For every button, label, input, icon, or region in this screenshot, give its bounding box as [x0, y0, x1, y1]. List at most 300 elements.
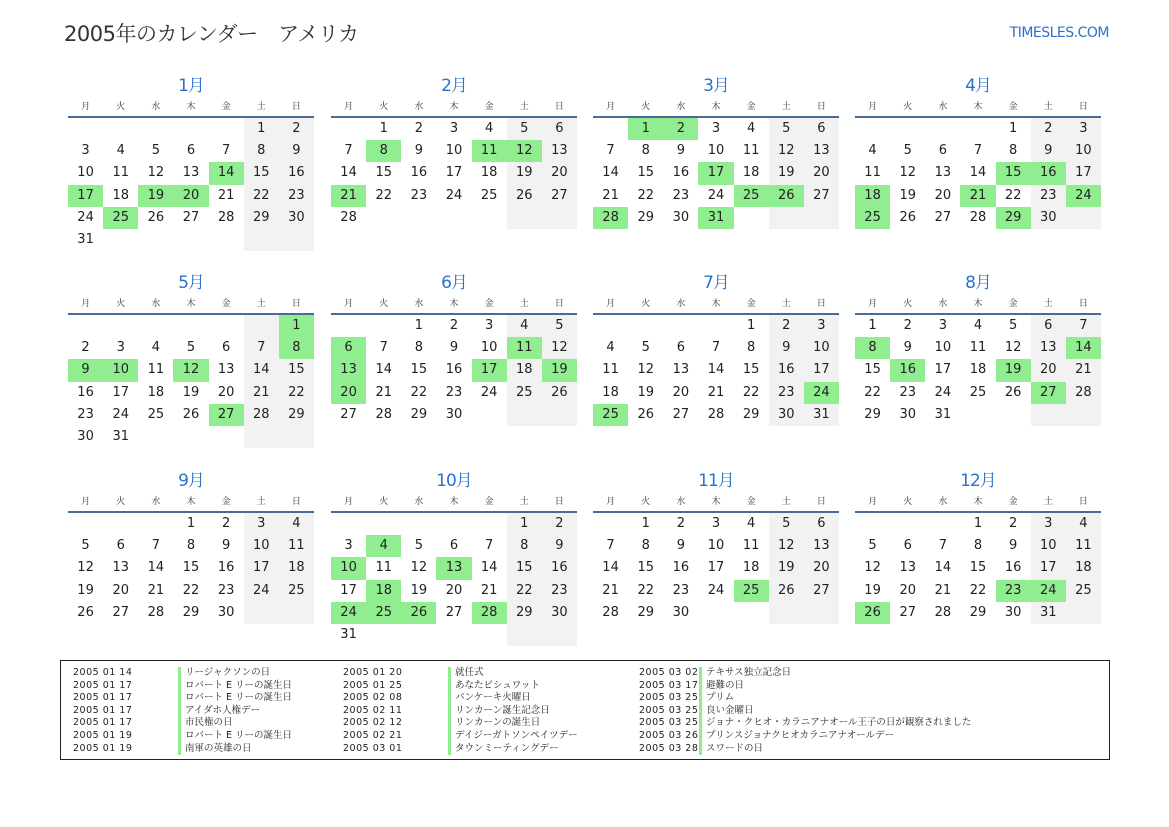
holiday-day-cell: 13 [436, 557, 471, 579]
empty-day-cell [960, 404, 995, 426]
weekday-label: 土 [1043, 497, 1053, 507]
empty-day-cell [401, 207, 436, 229]
empty-day-cell [173, 426, 208, 448]
day-cell: 23 [279, 185, 314, 207]
weekday-label: 水 [676, 102, 686, 112]
weekday-label: 月 [344, 497, 354, 507]
weekday-label: 金 [484, 102, 494, 112]
weekday-label: 水 [151, 299, 161, 309]
weekday-label: 水 [414, 299, 424, 309]
holiday-day-cell: 27 [1031, 382, 1066, 404]
weekday-label: 日 [1078, 299, 1088, 309]
day-cell: 14 [244, 359, 279, 381]
day-cell: 22 [1004, 187, 1022, 203]
weekday-label: 日 [1078, 497, 1088, 507]
weekday-label: 水 [414, 102, 424, 112]
empty-day-cell [103, 229, 138, 251]
day-cell: 21 [602, 582, 619, 598]
holiday-date: 2005 01 17 [73, 717, 133, 729]
day-cell: 11 [147, 362, 165, 378]
day-cell: 15 [742, 362, 760, 378]
day-cell: 9 [676, 143, 685, 159]
day-cell: 9 [1008, 538, 1018, 554]
day-cell: 31 [804, 404, 839, 426]
day-cell: 9 [449, 340, 459, 356]
day-cell: 15 [410, 362, 428, 378]
weekday-label: 金 [746, 497, 756, 507]
weekday-label: 月 [606, 102, 616, 112]
day-cell: 15 [637, 560, 654, 576]
day-cell: 28 [217, 209, 235, 225]
empty-day-cell [734, 207, 769, 229]
holiday-date: 2005 01 17 [73, 704, 133, 716]
day-cell: 14 [602, 560, 619, 576]
day-cell: 29 [410, 406, 428, 422]
empty-day-cell [68, 315, 103, 337]
holiday-day-cell: 25 [593, 404, 628, 426]
day-cell: 7 [484, 538, 494, 554]
weekday-label: 金 [1008, 299, 1018, 309]
empty-day-cell [628, 315, 663, 337]
day-cell: 17 [445, 165, 463, 181]
weekday-label: 水 [938, 497, 948, 507]
day-cell: 25 [1066, 580, 1101, 602]
day-cell: 17 [112, 384, 129, 400]
empty-day-cell [244, 426, 279, 448]
day-cell: 3 [1066, 118, 1101, 140]
weekday-header [855, 493, 1101, 513]
day-cell: 6 [903, 538, 912, 554]
weekday-label: 火 [116, 299, 126, 309]
day-cell: 11 [112, 165, 129, 181]
site-link[interactable]: TIMESLES.COM [1009, 25, 1109, 41]
day-cell: 21 [934, 582, 952, 598]
day-cell: 16 [1004, 560, 1022, 576]
day-cell: 14 [375, 362, 392, 378]
empty-day-cell [663, 315, 698, 337]
day-cell: 18 [742, 165, 760, 181]
weekday-label: 木 [711, 102, 721, 112]
day-cell: 30 [1004, 604, 1022, 620]
empty-day-cell [890, 513, 925, 535]
day-cell: 29 [742, 406, 760, 422]
weekday-label: 日 [1078, 102, 1088, 112]
empty-day-cell [209, 315, 244, 337]
empty-day-cell [138, 118, 173, 140]
day-cell: 11 [279, 535, 314, 557]
holiday-name: パンケーキ火曜日 [448, 692, 531, 705]
month-name: 9月 [178, 471, 204, 491]
day-cell: 5 [81, 538, 90, 554]
holiday-legend [60, 660, 1110, 760]
holiday-date: 2005 01 19 [73, 729, 133, 741]
holiday-day-cell: 15 [996, 162, 1031, 184]
empty-day-cell [138, 229, 173, 251]
holiday-day-cell: 17 [698, 162, 733, 184]
holiday-day-cell: 1 [628, 118, 663, 140]
holiday-day-cell: 25 [734, 580, 769, 602]
weekday-label: 火 [641, 102, 651, 112]
day-cell: 2 [676, 516, 685, 531]
weekday-label: 火 [379, 102, 389, 112]
day-cell: 25 [147, 406, 165, 422]
day-cell: 3 [484, 318, 494, 333]
day-cell: 22 [637, 582, 654, 598]
day-cell: 23 [217, 582, 235, 598]
weekday-label: 木 [449, 299, 459, 309]
weekday-label: 金 [1008, 102, 1018, 112]
weekday-label: 土 [1043, 102, 1053, 112]
holiday-date: 2005 02 21 [343, 729, 403, 741]
empty-day-cell [507, 207, 542, 229]
weekday-label: 日 [816, 102, 826, 112]
weekday-label: 月 [344, 102, 354, 112]
day-cell: 7 [151, 538, 160, 554]
day-cell: 16 [410, 165, 428, 181]
day-cell: 13 [804, 140, 839, 162]
day-cell: 12 [769, 535, 804, 557]
holiday-date: 2005 03 25 [639, 692, 699, 704]
holiday-day-cell: 24 [331, 602, 366, 624]
day-cell: 25 [969, 384, 987, 400]
weekday-label: 木 [711, 299, 721, 309]
holiday-day-cell: 16 [890, 359, 925, 381]
day-cell: 30 [217, 604, 235, 620]
empty-day-cell [173, 315, 208, 337]
day-cell: 3 [938, 318, 947, 333]
weekday-label: 木 [186, 497, 196, 507]
day-cell: 11 [742, 538, 760, 554]
month-10 [331, 469, 577, 646]
day-cell: 28 [934, 604, 952, 620]
holiday-day-cell: 28 [593, 207, 628, 229]
weekday-header [593, 493, 839, 513]
holiday-date: 2005 01 17 [73, 692, 133, 704]
weekday-label: 土 [256, 102, 266, 112]
holiday-day-cell: 8 [279, 337, 314, 359]
day-cell: 11 [1066, 535, 1101, 557]
day-grid [331, 513, 577, 646]
day-cell: 30 [77, 428, 94, 444]
holiday-day-cell: 25 [855, 207, 890, 229]
empty-day-cell [68, 118, 103, 140]
day-cell: 6 [804, 513, 839, 535]
day-cell: 8 [244, 140, 279, 162]
empty-day-cell [593, 315, 628, 337]
legend-column-3 [639, 667, 971, 755]
day-cell: 17 [1066, 162, 1101, 184]
empty-day-cell [769, 602, 804, 624]
holiday-day-cell: 19 [996, 359, 1031, 381]
day-cell: 6 [676, 340, 685, 356]
day-grid [855, 118, 1101, 229]
holiday-date: 2005 03 17 [639, 679, 699, 691]
day-cell: 19 [77, 582, 94, 598]
day-cell: 6 [938, 143, 947, 159]
day-cell: 4 [746, 121, 756, 136]
day-cell: 29 [507, 602, 542, 624]
day-cell: 13 [542, 140, 577, 162]
day-grid [331, 118, 577, 229]
day-cell: 9 [221, 538, 231, 554]
holiday-day-cell: 26 [401, 602, 436, 624]
weekday-label: 木 [186, 299, 196, 309]
empty-day-cell [593, 513, 628, 535]
day-cell: 14 [340, 165, 357, 181]
empty-day-cell [960, 118, 995, 140]
day-cell: 19 [182, 384, 200, 400]
day-cell: 2 [279, 118, 314, 140]
empty-day-cell [244, 315, 279, 337]
empty-day-cell [209, 118, 244, 140]
empty-day-cell [436, 207, 471, 229]
day-cell: 24 [480, 384, 498, 400]
day-cell: 8 [414, 340, 423, 356]
weekday-header [331, 98, 577, 118]
day-cell: 29 [969, 604, 987, 620]
day-cell: 13 [112, 560, 129, 576]
day-cell: 30 [1031, 207, 1066, 229]
day-cell: 21 [147, 582, 165, 598]
day-cell: 12 [864, 560, 881, 576]
day-cell: 6 [186, 143, 196, 159]
legend-column-1 [73, 667, 292, 755]
empty-day-cell [103, 315, 138, 337]
month-name: 3月 [703, 76, 729, 96]
day-cell: 28 [1066, 382, 1101, 404]
empty-day-cell [331, 315, 366, 337]
day-cell: 1 [244, 118, 279, 140]
weekday-label: 金 [221, 102, 231, 112]
holiday-date: 2005 03 25 [639, 717, 699, 729]
weekday-label: 木 [973, 299, 983, 309]
empty-day-cell [436, 513, 471, 535]
holiday-name: 就任式 [448, 667, 484, 680]
empty-day-cell [698, 315, 733, 337]
weekday-label: 火 [903, 299, 913, 309]
day-cell: 18 [480, 165, 498, 181]
month-name: 8月 [965, 273, 991, 293]
day-cell: 5 [542, 315, 577, 337]
holiday-name: 市民権の日 [178, 717, 233, 730]
day-cell: 15 [279, 359, 314, 381]
holiday-name: リンカーン誕生記念日 [448, 705, 550, 718]
day-cell: 12 [410, 560, 428, 576]
day-cell: 19 [864, 582, 881, 598]
day-cell: 20 [804, 162, 839, 184]
holiday-name: プリンスジョナクヒオカラニアナオールデー [699, 730, 894, 743]
day-cell: 8 [746, 340, 756, 356]
empty-day-cell [890, 118, 925, 140]
day-cell: 21 [602, 187, 619, 203]
holiday-date: 2005 03 26 [639, 729, 699, 741]
day-cell: 22 [507, 580, 542, 602]
empty-day-cell [472, 404, 507, 426]
weekday-label: 火 [116, 497, 126, 507]
day-cell: 15 [182, 560, 200, 576]
weekday-label: 日 [816, 497, 826, 507]
empty-day-cell [542, 624, 577, 646]
legend-row [73, 717, 292, 730]
day-cell: 9 [279, 140, 314, 162]
weekday-header [593, 295, 839, 315]
day-cell: 19 [769, 557, 804, 579]
day-cell: 1 [507, 513, 542, 535]
holiday-day-cell: 25 [103, 207, 138, 229]
day-cell: 2 [1008, 516, 1018, 531]
legend-row [343, 730, 578, 743]
day-cell: 5 [151, 143, 160, 159]
holiday-name: リージャクソンの日 [178, 667, 270, 680]
month-name: 2月 [441, 76, 467, 96]
day-cell: 10 [77, 165, 94, 181]
weekday-label: 火 [903, 497, 913, 507]
day-cell: 5 [903, 143, 912, 159]
month-name: 7月 [703, 273, 729, 293]
weekday-label: 金 [746, 102, 756, 112]
holiday-day-cell: 12 [173, 359, 208, 381]
holiday-name: タウンミーティングデー [448, 743, 559, 756]
empty-day-cell [1066, 207, 1101, 229]
holiday-day-cell: 19 [542, 359, 577, 381]
day-cell: 11 [864, 165, 881, 181]
holiday-day-cell: 20 [173, 185, 208, 207]
day-cell: 23 [672, 187, 690, 203]
weekday-label: 水 [676, 497, 686, 507]
day-cell: 11 [602, 362, 619, 378]
holiday-day-cell: 23 [996, 580, 1031, 602]
holiday-day-cell: 11 [472, 140, 507, 162]
empty-day-cell [244, 602, 279, 624]
day-cell: 16 [217, 560, 235, 576]
empty-day-cell [472, 207, 507, 229]
day-cell: 6 [221, 340, 231, 356]
day-cell: 30 [672, 209, 690, 225]
weekday-label: 日 [554, 299, 564, 309]
empty-day-cell [138, 426, 173, 448]
weekday-label: 月 [81, 497, 91, 507]
day-cell: 27 [804, 580, 839, 602]
day-cell: 9 [903, 340, 912, 356]
day-cell: 4 [868, 143, 877, 159]
holiday-day-cell: 25 [734, 185, 769, 207]
empty-day-cell [1066, 404, 1101, 426]
empty-day-cell [855, 513, 890, 535]
holiday-day-cell: 17 [68, 185, 103, 207]
day-cell: 6 [542, 118, 577, 140]
holiday-day-cell: 25 [366, 602, 401, 624]
day-cell: 10 [480, 340, 498, 356]
empty-day-cell [279, 426, 314, 448]
empty-day-cell [804, 207, 839, 229]
weekday-header [331, 295, 577, 315]
day-cell: 19 [637, 384, 654, 400]
day-cell: 9 [1031, 140, 1066, 162]
day-cell: 11 [375, 560, 392, 576]
day-cell: 22 [969, 582, 987, 598]
day-cell: 31 [1031, 602, 1066, 624]
day-cell: 5 [769, 118, 804, 140]
day-cell: 23 [77, 406, 94, 422]
day-cell: 5 [641, 340, 650, 356]
holiday-day-cell: 29 [996, 207, 1031, 229]
day-cell: 4 [1066, 513, 1101, 535]
holiday-day-cell: 24 [1031, 580, 1066, 602]
day-cell: 27 [934, 209, 952, 225]
day-cell: 17 [244, 557, 279, 579]
day-cell: 27 [542, 185, 577, 207]
day-cell: 12 [542, 337, 577, 359]
holiday-name: ジョナ・クヒオ・カラニアナオール王子の日が観察されました [699, 717, 971, 730]
day-cell: 16 [542, 557, 577, 579]
day-cell: 10 [1031, 535, 1066, 557]
month-9 [68, 469, 314, 624]
empty-day-cell [436, 624, 471, 646]
day-cell: 28 [244, 404, 279, 426]
day-cell: 11 [742, 143, 760, 159]
weekday-label: 土 [781, 299, 791, 309]
holiday-name: ロバート E リーの誕生日 [178, 730, 292, 743]
day-cell: 8 [186, 538, 196, 554]
day-cell: 1 [973, 516, 983, 531]
day-cell: 2 [542, 513, 577, 535]
day-cell: 16 [279, 162, 314, 184]
day-grid [68, 513, 314, 624]
day-cell: 30 [445, 406, 463, 422]
weekday-header [855, 295, 1101, 315]
month-6 [331, 271, 577, 426]
weekday-header [68, 98, 314, 118]
day-cell: 25 [507, 382, 542, 404]
holiday-date: 2005 03 01 [343, 742, 403, 754]
weekday-header [331, 493, 577, 513]
empty-day-cell [698, 602, 733, 624]
weekday-label: 月 [606, 497, 616, 507]
empty-day-cell [138, 513, 173, 535]
weekday-label: 日 [554, 102, 564, 112]
day-cell: 10 [707, 538, 725, 554]
empty-day-cell [103, 118, 138, 140]
legend-row [343, 717, 578, 730]
legend-row [343, 743, 578, 756]
day-cell: 5 [507, 118, 542, 140]
weekday-label: 水 [151, 497, 161, 507]
weekday-label: 木 [973, 497, 983, 507]
legend-row [73, 680, 292, 693]
day-cell: 22 [375, 187, 392, 203]
day-cell: 10 [244, 535, 279, 557]
weekday-label: 木 [186, 102, 196, 112]
legend-row [639, 743, 971, 756]
day-cell: 25 [480, 187, 498, 203]
holiday-day-cell: 14 [1066, 337, 1101, 359]
day-cell: 26 [182, 406, 200, 422]
month-1 [68, 74, 314, 251]
day-cell: 13 [217, 362, 235, 378]
day-cell: 3 [116, 340, 125, 356]
month-7 [593, 271, 839, 426]
day-cell: 2 [81, 340, 90, 356]
weekday-label: 日 [291, 497, 301, 507]
empty-day-cell [279, 602, 314, 624]
weekday-label: 土 [781, 497, 791, 507]
holiday-date: 2005 03 28 [639, 742, 699, 754]
weekday-label: 金 [1008, 497, 1018, 507]
day-cell: 15 [375, 165, 392, 181]
day-cell: 22 [279, 382, 314, 404]
day-cell: 12 [899, 165, 916, 181]
day-cell: 13 [804, 535, 839, 557]
